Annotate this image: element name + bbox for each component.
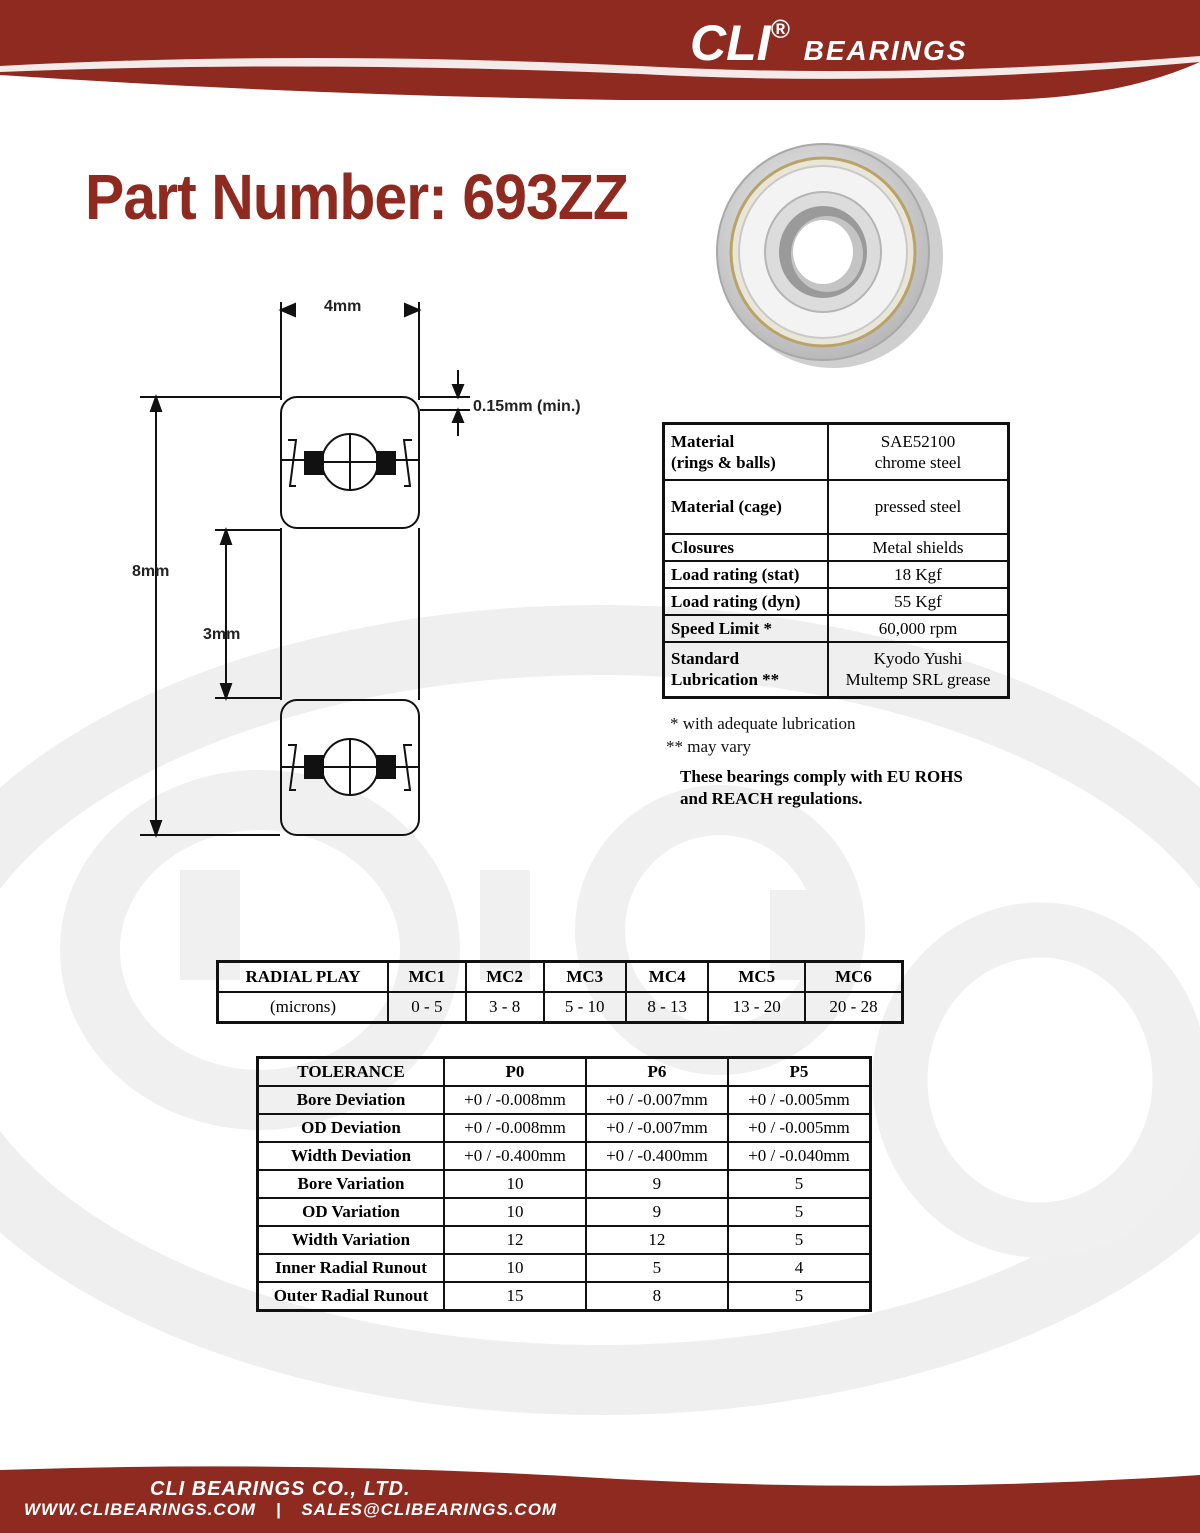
spec-row — [664, 424, 1009, 480]
spec-key: Standard Lubrication ** — [664, 642, 829, 698]
variance-footnote: ** may vary — [666, 737, 751, 756]
spec-row — [664, 642, 1009, 698]
spec-key: Closures — [664, 534, 829, 561]
tolerance-cell: 8 — [586, 1282, 728, 1311]
tolerance-cell: +0 / -0.007mm — [586, 1086, 728, 1114]
radial-play-cell: RADIAL PLAY — [218, 962, 389, 993]
lubrication-footnote: * with adequate lubrication — [670, 714, 856, 733]
chamfer-dimension-label: 0.15mm (min.) — [473, 398, 581, 415]
tolerance-cell: 5 — [728, 1198, 871, 1226]
footer-contact — [24, 1500, 557, 1520]
radial-play-cell: 3 - 8 — [466, 992, 544, 1023]
tolerance-cell: 5 — [728, 1226, 871, 1254]
bearing-photo — [705, 140, 945, 370]
tolerance-cell: 10 — [444, 1254, 586, 1282]
spec-row — [664, 561, 1009, 588]
radial-play-cell: MC4 — [626, 962, 708, 993]
spec-row — [664, 534, 1009, 561]
spec-value: Metal shields — [828, 534, 1009, 561]
radial-play-values-row — [218, 992, 903, 1023]
tolerance-row — [258, 1254, 871, 1282]
tolerance-cell: 4 — [728, 1254, 871, 1282]
tolerance-header-cell: P5 — [728, 1058, 871, 1087]
tolerance-cell: OD Variation — [258, 1198, 445, 1226]
brand-name: CLI — [690, 15, 771, 71]
spec-value: 55 Kgf — [828, 588, 1009, 615]
compliance-note — [680, 766, 1020, 810]
radial-play-cell: MC6 — [805, 962, 902, 993]
tolerance-cell: 12 — [444, 1226, 586, 1254]
tolerance-cell: 9 — [586, 1198, 728, 1226]
spec-key: Material (cage) — [664, 480, 829, 534]
compliance-line-2: and REACH regulations. — [680, 789, 863, 808]
specifications-table — [662, 422, 1010, 699]
tolerance-row — [258, 1170, 871, 1198]
tolerance-cell: 9 — [586, 1170, 728, 1198]
tolerance-cell: +0 / -0.400mm — [586, 1142, 728, 1170]
tolerance-header-cell: P6 — [586, 1058, 728, 1087]
spec-value: Kyodo Yushi Multemp SRL grease — [828, 642, 1009, 698]
tolerance-cell: +0 / -0.400mm — [444, 1142, 586, 1170]
radial-play-cell: MC1 — [388, 962, 466, 993]
radial-play-cell: MC5 — [708, 962, 805, 993]
tolerance-table — [256, 1056, 872, 1312]
tolerance-cell: 5 — [728, 1282, 871, 1311]
spec-key: Material (rings & balls) — [664, 424, 829, 480]
footer-separator: | — [275, 1500, 282, 1519]
spec-row — [664, 615, 1009, 642]
tolerance-cell: 10 — [444, 1170, 586, 1198]
spec-value: 18 Kgf — [828, 561, 1009, 588]
radial-play-cell: 5 - 10 — [544, 992, 626, 1023]
page-title: Part Number: 693ZZ — [85, 161, 628, 233]
radial-play-cell: 20 - 28 — [805, 992, 902, 1023]
radial-play-cell: (microns) — [218, 992, 389, 1023]
bearing-cross-section-drawing — [120, 290, 520, 860]
website-link[interactable]: WWW.CLIBEARINGS.COM — [24, 1500, 257, 1519]
tolerance-cell: Width Deviation — [258, 1142, 445, 1170]
spec-value: SAE52100 chrome steel — [828, 424, 1009, 480]
tolerance-cell: 15 — [444, 1282, 586, 1311]
tolerance-cell: +0 / -0.005mm — [728, 1086, 871, 1114]
brand-logo — [690, 14, 967, 72]
footer-company-name: CLI BEARINGS CO., LTD. — [150, 1478, 411, 1500]
bore-diameter-label: 3mm — [203, 626, 241, 643]
tolerance-row — [258, 1198, 871, 1226]
tolerance-cell: Bore Deviation — [258, 1086, 445, 1114]
compliance-line-1: These bearings comply with EU ROHS — [680, 767, 963, 786]
spec-key: Load rating (dyn) — [664, 588, 829, 615]
registered-mark: ® — [770, 14, 790, 44]
tolerance-cell: Width Variation — [258, 1226, 445, 1254]
tolerance-header-row — [258, 1058, 871, 1087]
spec-row — [664, 480, 1009, 534]
tolerance-header-cell: P0 — [444, 1058, 586, 1087]
tolerance-cell: +0 / -0.005mm — [728, 1114, 871, 1142]
radial-play-cell: 8 - 13 — [626, 992, 708, 1023]
tolerance-header-cell: TOLERANCE — [258, 1058, 445, 1087]
tolerance-row — [258, 1114, 871, 1142]
tolerance-cell: 5 — [586, 1254, 728, 1282]
brand-suffix: BEARINGS — [803, 35, 968, 66]
tolerance-cell: +0 / -0.008mm — [444, 1086, 586, 1114]
spec-key: Speed Limit * — [664, 615, 829, 642]
spec-key: Load rating (stat) — [664, 561, 829, 588]
tolerance-cell: 5 — [728, 1170, 871, 1198]
tolerance-row — [258, 1226, 871, 1254]
tolerance-cell: 12 — [586, 1226, 728, 1254]
radial-play-cell: 13 - 20 — [708, 992, 805, 1023]
tolerance-cell: +0 / -0.040mm — [728, 1142, 871, 1170]
width-dimension-label: 4mm — [324, 298, 362, 315]
radial-play-header-row — [218, 962, 903, 993]
tolerance-row — [258, 1282, 871, 1311]
outer-diameter-label: 8mm — [132, 563, 170, 580]
spec-value: pressed steel — [828, 480, 1009, 534]
email-link[interactable]: SALES@CLIBEARINGS.COM — [301, 1500, 558, 1519]
radial-play-table — [216, 960, 904, 1024]
radial-play-cell: MC2 — [466, 962, 544, 993]
spec-row — [664, 588, 1009, 615]
tolerance-cell: +0 / -0.007mm — [586, 1114, 728, 1142]
tolerance-row — [258, 1086, 871, 1114]
radial-play-cell: 0 - 5 — [388, 992, 466, 1023]
spec-value: 60,000 rpm — [828, 615, 1009, 642]
tolerance-cell: 10 — [444, 1198, 586, 1226]
header-banner — [0, 0, 1200, 110]
tolerance-cell: +0 / -0.008mm — [444, 1114, 586, 1142]
radial-play-cell: MC3 — [544, 962, 626, 993]
tolerance-cell: Bore Variation — [258, 1170, 445, 1198]
tolerance-row — [258, 1142, 871, 1170]
tolerance-cell: OD Deviation — [258, 1114, 445, 1142]
tolerance-cell: Outer Radial Runout — [258, 1282, 445, 1311]
tolerance-cell: Inner Radial Runout — [258, 1254, 445, 1282]
